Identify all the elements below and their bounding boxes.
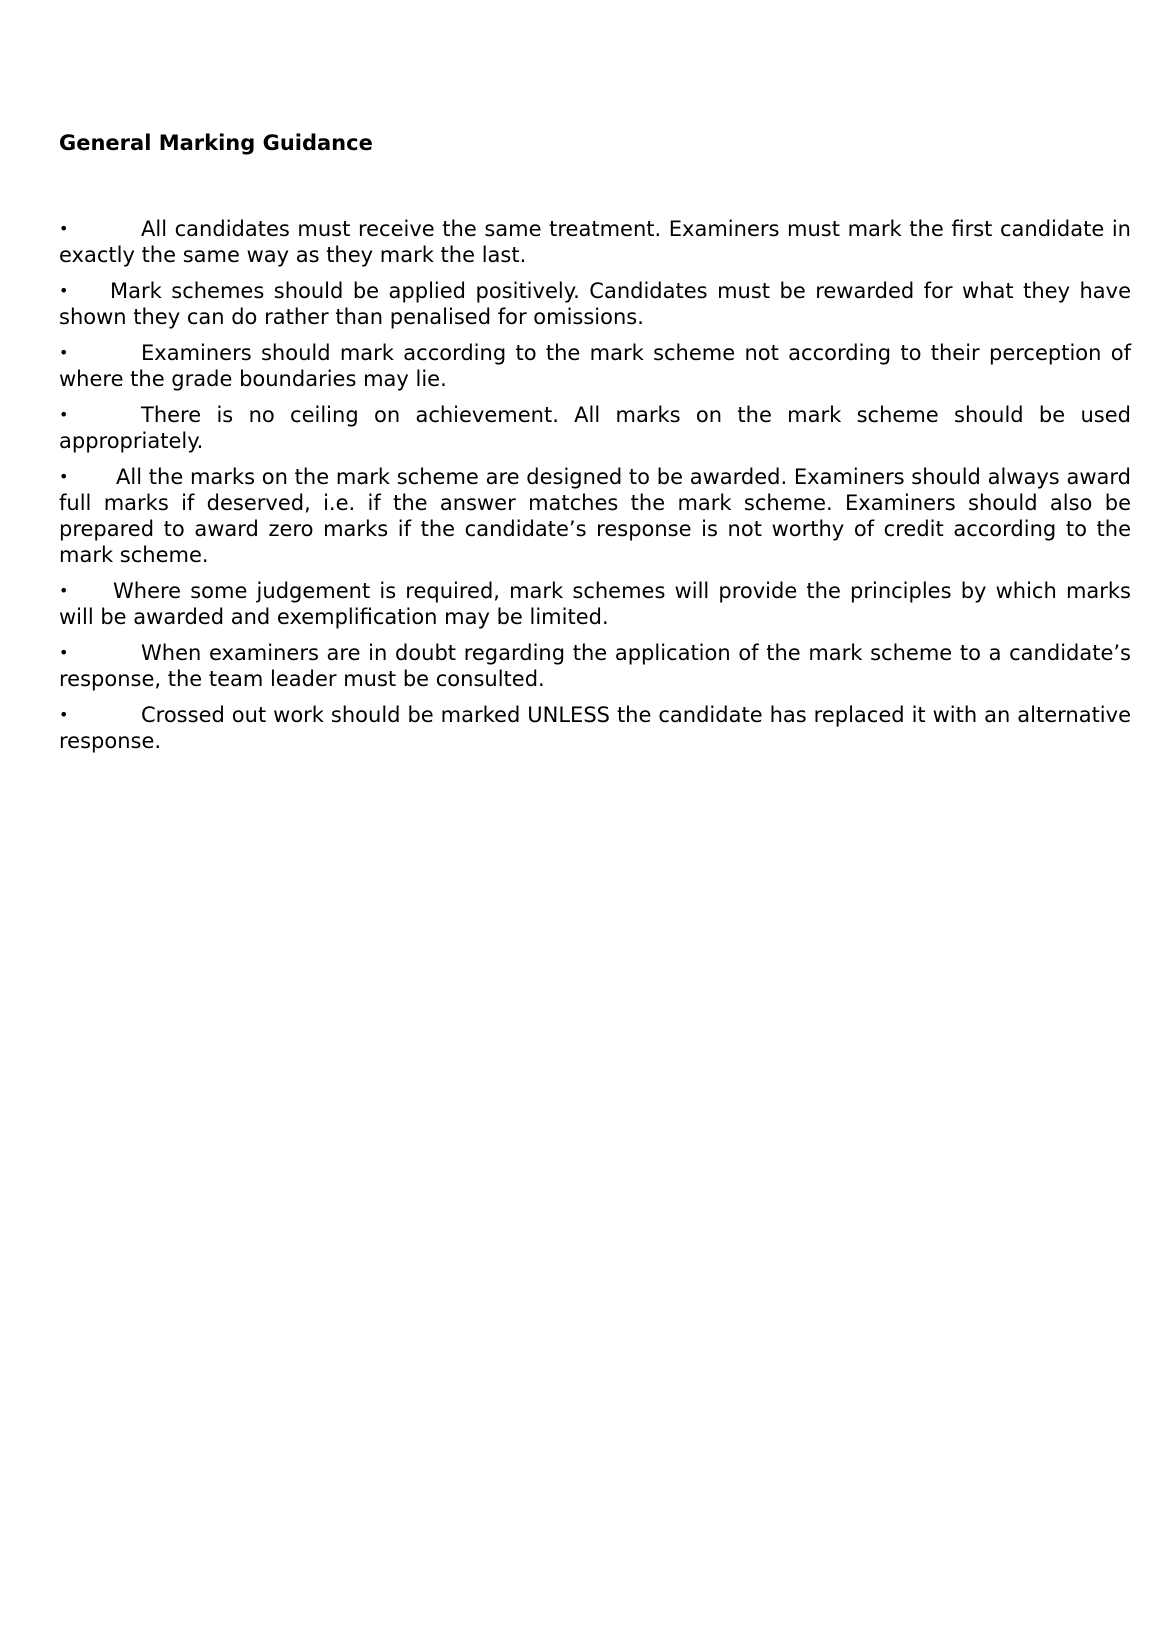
list-item-text: All candidates must receive the same treatment. Examiners must mark the first candidate in exactly the same way as they mark the last.	[59, 217, 1131, 267]
list-item	[59, 278, 1131, 330]
bullet-icon: •	[59, 405, 69, 424]
list-item-text: All the marks on the mark scheme are designed to be awarded. Examiners should always award full marks if deserved, i.e. if the answer matches the mark scheme. Examiners should also be prepared to award zero marks if the candidate’s response is not worthy of credit according to the mark scheme.	[59, 465, 1131, 567]
list-item	[59, 578, 1131, 630]
bullet-icon: •	[59, 343, 69, 362]
list-item-text: Mark schemes should be applied positively. Candidates must be rewarded for what they have shown they can do rather than penalised for omissions.	[59, 279, 1131, 329]
list-item-text: When examiners are in doubt regarding the application of the mark scheme to a candidate’s response, the team leader must be consulted.	[59, 641, 1131, 691]
list-item-text: There is no ceiling on achievement. All marks on the mark scheme should be used appropriately.	[59, 403, 1131, 453]
list-item	[59, 216, 1131, 268]
bullet-icon: •	[59, 219, 69, 238]
bullet-icon: •	[59, 281, 69, 300]
list-item-text: Where some judgement is required, mark schemes will provide the principles by which marks will be awarded and exemplification may be limited.	[59, 579, 1131, 629]
guidance-list	[59, 216, 1131, 764]
list-item	[59, 464, 1131, 568]
bullet-icon: •	[59, 705, 69, 724]
list-item-text: Crossed out work should be marked UNLESS the candidate has replaced it with an alternative response.	[59, 703, 1131, 753]
list-item	[59, 640, 1131, 692]
list-item	[59, 702, 1131, 754]
bullet-icon: •	[59, 643, 69, 662]
bullet-icon: •	[59, 581, 69, 600]
list-item	[59, 402, 1131, 454]
list-item-text: Examiners should mark according to the mark scheme not according to their perception of where the grade boundaries may lie.	[59, 341, 1131, 391]
page-title: General Marking Guidance	[59, 131, 373, 155]
list-item	[59, 340, 1131, 392]
bullet-icon: •	[59, 467, 69, 486]
